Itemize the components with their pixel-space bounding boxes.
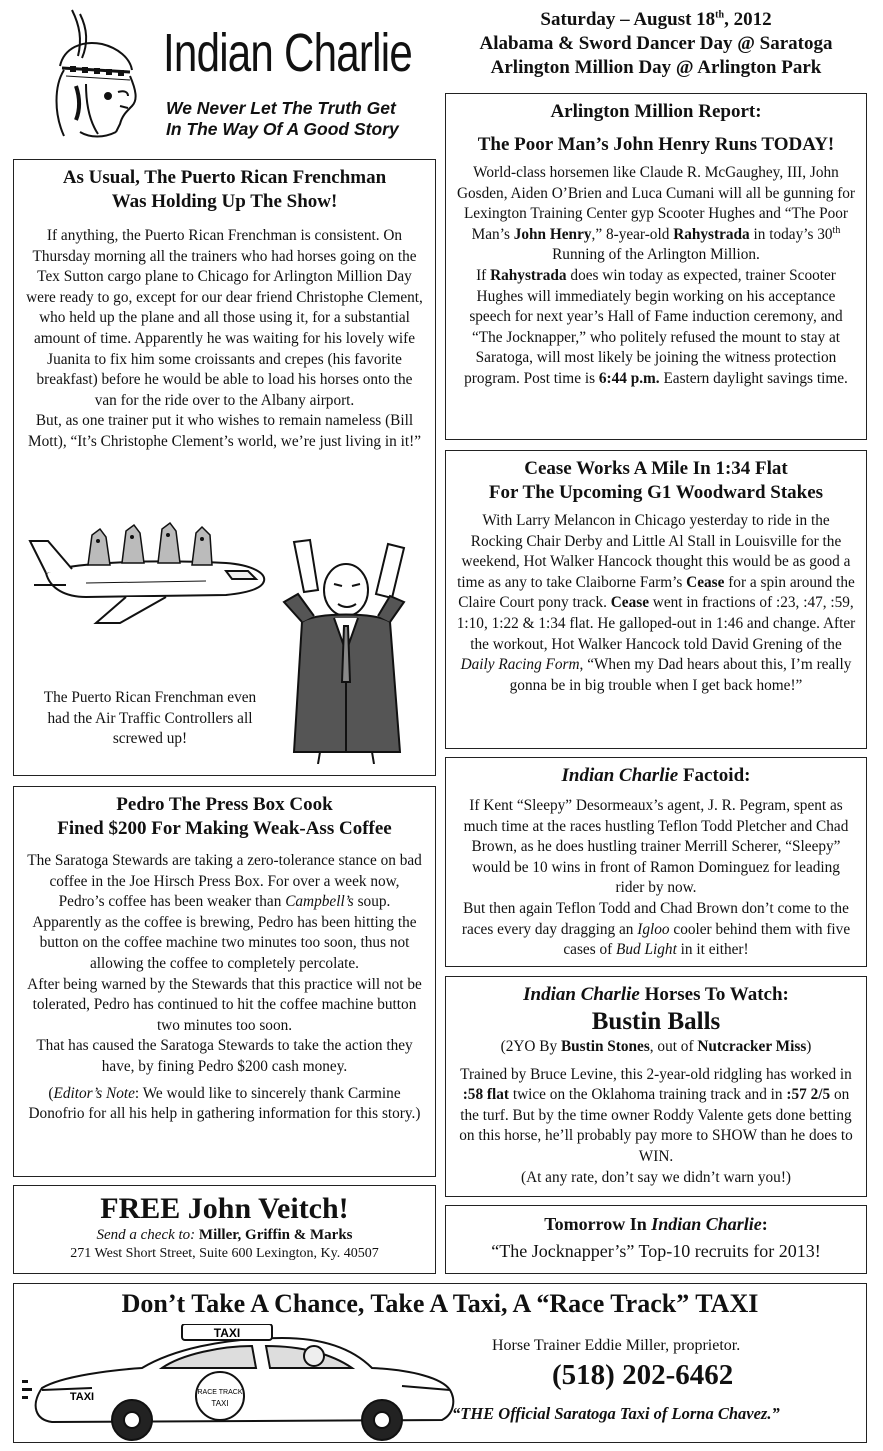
horses-headline: Indian Charlie Horses To Watch: xyxy=(523,984,789,1005)
taxi-phone-number: (518) 202-6462 xyxy=(552,1359,734,1391)
taxi-slogan: “THE Official Saratoga Taxi of Lorna Chavez.” xyxy=(452,1404,780,1423)
airplane-horses-illustration xyxy=(26,515,271,625)
cease-headline: Cease Works A Mile In 1:34 Flat For The Upcoming G1 Woodward Stakes xyxy=(488,458,824,503)
million-story xyxy=(445,93,867,440)
million-paragraph-2: If Rahystrada does win today as expected, trainer Scooter Hughes will immediately begin working on his acceptance speech for next year’s Hall of Fame induction ceremony, and “The Jocknapper,” who politely refused the mount to stay at Saratoga, will most likely be joining the witness protection program. Post time is 6:44 p.m. Eastern daylight savings time. xyxy=(464,266,848,387)
veitch-headline: FREE John Veitch! xyxy=(100,1192,349,1225)
tomorrow-text: “The Jocknapper’s” Top-10 recruits for 2013! xyxy=(491,1241,821,1261)
frenchman-headline: As Usual, The Puerto Rican Frenchman Was Holding Up The Show! xyxy=(62,167,387,212)
taxi-door-line-1: RACE TRACK xyxy=(197,1389,243,1396)
frenchman-body-2: But, as one trainer put it who wishes to remain nameless (Bill Mott), “It’s Christophe Clement’s world, we’re just living in it!” xyxy=(28,412,421,450)
pedro-paragraph-3: That has caused the Saratoga Stewards to take the action they have, by fining Pedro $200 cash money. xyxy=(36,1037,413,1075)
factoid-paragraph-2: But then again Teflon Todd and Chad Brown don’t come to the races every day dragging an Igloo cooler behind them with five cases of Bud Light in it either! xyxy=(461,899,851,959)
tomorrow-label: Tomorrow In Indian Charlie: xyxy=(544,1214,768,1234)
million-paragraph-1: World-class horsemen like Claude R. McGaughey, III, John Gosden, Aiden O’Brien and Luca Cumani will all be gunning for Lexington Training Center gyp Scooter Hughes and “The Poor Man’s John Henry,” 8-year-old Rahystrada in today’s 30th Running of the Arlington Million. xyxy=(456,164,856,264)
event-arlington: Arlington Million Day @ Arlington Park xyxy=(490,57,822,78)
masthead-dateline xyxy=(446,8,866,80)
frenchman-story xyxy=(13,159,436,776)
horses-paragraph-1: Trained by Bruce Levine, this 2-year-old ridgling has worked in :58 flat twice on the Oklahoma training track and in :57 2/5 on the turf. But by the time owner Roddy Valente gets done betting on this horse, he’ll probably pay more to SHOW than he does to WIN. xyxy=(459,1065,853,1165)
taxi-headline: Don’t Take A Chance, Take A Taxi, A “Race Track” TAXI xyxy=(121,1289,759,1318)
taxi-cab-illustration xyxy=(22,1324,472,1442)
pedro-headline: Pedro The Press Box Cook Fined $200 For Making Weak-Ass Coffee xyxy=(57,794,392,839)
pedro-paragraph-1: The Saratoga Stewards are taking a zero-tolerance stance on bad coffee in the Joe Hirsch Press Box. For over a week now, Pedro’s coffee has been weaker than Campbell’s soup. Apparently as the coffee is brewing, Pedro has been hitting the button on the coffee machine two minutes too soon, thus not allowing the coffee to completely percolate. xyxy=(27,852,422,972)
tagline-line-2: In The Way Of A Good Story xyxy=(166,119,399,139)
pedro-paragraph-2: After being warned by the Stewards that this practice will not be tolerated, Pedro has continued to hit the coffee machine button two minutes too soon. xyxy=(27,975,422,1034)
factoid-story xyxy=(445,757,867,967)
taxi-roof-sign: TAXI xyxy=(213,1326,241,1340)
veitch-address: 271 West Short Street, Suite 600 Lexington, Ky. 40507 xyxy=(70,1246,379,1261)
taxi-side-text: TAXI xyxy=(69,1391,95,1403)
factoid-paragraph-1: If Kent “Sleepy” Desormeaux’s agent, J. R. Pegram, spent as much time at the races hustling Teflon Todd Pletcher and Chad Brown, as he does hustling trainer Merrill Scherer, “Sleepy” would be 10 wins in front of Ramon Dominguez for leading rider by now. xyxy=(463,797,849,897)
pedro-story xyxy=(13,786,436,1177)
indian-head-logo xyxy=(20,6,160,146)
frenchman-body: If anything, the Puerto Rican Frenchman is consistent. On Thursday morning all the trainers who had horses going on the Tex Sutton cargo plane to Chicago for Arlington Million Day were ready to go, except for our dear friend Christophe Clement, who held up the plane and all those using it, for a substantial amount of time. Apparently he was waiting for his lovely wife Juanita to fix him some croissants and crepes (his favorite breakfast) before he would be able to load his horses onto the van for the ride over to the Albany airport. xyxy=(26,227,423,409)
tagline-line-1: We Never Let The Truth Get xyxy=(166,98,396,118)
frenchman-cartoon-caption: The Puerto Rican Frenchman even had the Air Traffic Controllers all screwed up! xyxy=(43,689,257,748)
horses-to-watch xyxy=(445,976,867,1197)
cease-paragraph: With Larry Melancon in Chicago yesterday to ride in the Rocking Chair Derby and Little Al Stall in Louisville for the weekend, Hot Walker Hancock thought this would be as good a time as any to take Claiborne Farm’s Cease for a spin around the Claire Court pony track. Cease went in fractions of :23, :47, :59, 1:10, 1:22 & 1:34 flat. He galloped-out in 1:46 and change. After the workout, Hot Walker Hancock told David Grening of the Daily Racing Form, “When my Dad hears about this, I’m really gonna be in big trouble when I get back home!” xyxy=(456,512,856,694)
masthead-tagline xyxy=(166,98,399,140)
horses-paragraph-2: (At any rate, don’t say we didn’t warn you!) xyxy=(520,1168,792,1186)
cease-story xyxy=(445,450,867,749)
masthead-title: Indian Charlie xyxy=(163,23,412,83)
taxi-door-line-2: TAXI xyxy=(211,1399,229,1408)
veitch-box xyxy=(13,1185,436,1274)
horse-name: Bustin Balls xyxy=(591,1008,721,1035)
tomorrow-box xyxy=(445,1205,867,1274)
million-headline-2: The Poor Man’s John Henry Runs TODAY! xyxy=(477,134,835,155)
million-headline-1: Arlington Million Report: xyxy=(550,101,762,122)
pedro-editors-note: (Editor’s Note: We would like to sincerely thank Carmine Donofrio for all his help in gathering information for this story.) xyxy=(28,1084,421,1123)
taxi-ad xyxy=(13,1283,867,1443)
factoid-headline: Indian Charlie Factoid: xyxy=(561,765,751,786)
event-saratoga: Alabama & Sword Dancer Day @ Saratoga xyxy=(479,33,833,54)
horse-pedigree: (2YO By Bustin Stones, out of Nutcracker Miss) xyxy=(500,1038,812,1055)
clement-cartoon-illustration xyxy=(264,532,424,764)
veitch-send-line: Send a check to: Miller, Griffin & Marks xyxy=(96,1227,353,1243)
issue-date: Saturday – August 18th, 2012 xyxy=(540,9,772,30)
taxi-proprietor: Horse Trainer Eddie Miller, proprietor. xyxy=(492,1337,741,1354)
